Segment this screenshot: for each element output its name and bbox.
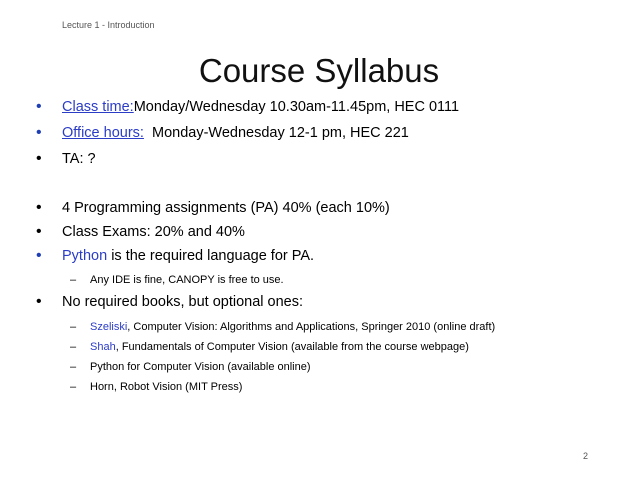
book-author: Szeliski <box>90 321 128 333</box>
book-item <box>70 360 311 374</box>
bullet-marker: • <box>36 150 42 167</box>
bullet-marker: • <box>36 223 42 240</box>
assignments-text: 4 Programming assignments (PA) 40% (each 10%) <box>62 200 390 216</box>
books-text: No required books, but optional ones: <box>62 294 304 310</box>
bullet-books <box>36 293 304 311</box>
ide-text: Any IDE is fine, CANOPY is free to use. <box>90 274 284 286</box>
book-title: Horn, Robot Vision (MIT Press) <box>90 381 243 393</box>
bullet-ta <box>36 150 96 168</box>
slide-header: Lecture 1 - Introduction <box>62 20 155 30</box>
book-item <box>70 320 496 334</box>
bullet-class-time <box>36 98 460 116</box>
bullet-marker: • <box>36 124 42 141</box>
bullet-office-hours <box>36 124 409 142</box>
book-title: Python for Computer Vision (available online) <box>90 361 311 373</box>
book-item <box>70 340 469 354</box>
office-hours-text: Monday-Wednesday 12-1 pm, HEC 221 <box>152 125 409 141</box>
ta-text: TA: ? <box>62 151 96 167</box>
sub-bullet-ide <box>70 273 284 287</box>
book-title: , Fundamentals of Computer Vision (available from the course webpage) <box>115 341 469 353</box>
bullet-marker: • <box>36 293 42 310</box>
page-number: 2 <box>582 451 588 461</box>
python-text: is the required language for PA. <box>111 248 315 264</box>
book-item <box>70 380 243 394</box>
python-keyword: Python <box>62 248 108 264</box>
dash-marker: – <box>70 321 77 333</box>
bullet-python <box>36 247 315 265</box>
dash-marker: – <box>70 381 77 393</box>
office-hours-label: Office hours: <box>62 125 144 141</box>
book-title: , Computer Vision: Algorithms and Applications, Springer 2010 (online draft) <box>127 321 496 333</box>
dash-marker: – <box>70 341 77 353</box>
bullet-marker: • <box>36 98 42 115</box>
bullet-assignments <box>36 199 390 217</box>
slide-title: Course Syllabus <box>198 52 440 89</box>
class-time-label: Class time: <box>62 99 134 115</box>
bullet-exams <box>36 223 245 241</box>
dash-marker: – <box>70 361 77 373</box>
dash-marker: – <box>70 274 77 286</box>
exams-text: Class Exams: 20% and 40% <box>62 224 245 240</box>
bullet-marker: • <box>36 199 42 216</box>
book-author: Shah <box>90 341 116 353</box>
bullet-marker: • <box>36 247 42 264</box>
class-time-text: Monday/Wednesday 10.30am-11.45pm, HEC 0111 <box>133 99 460 115</box>
